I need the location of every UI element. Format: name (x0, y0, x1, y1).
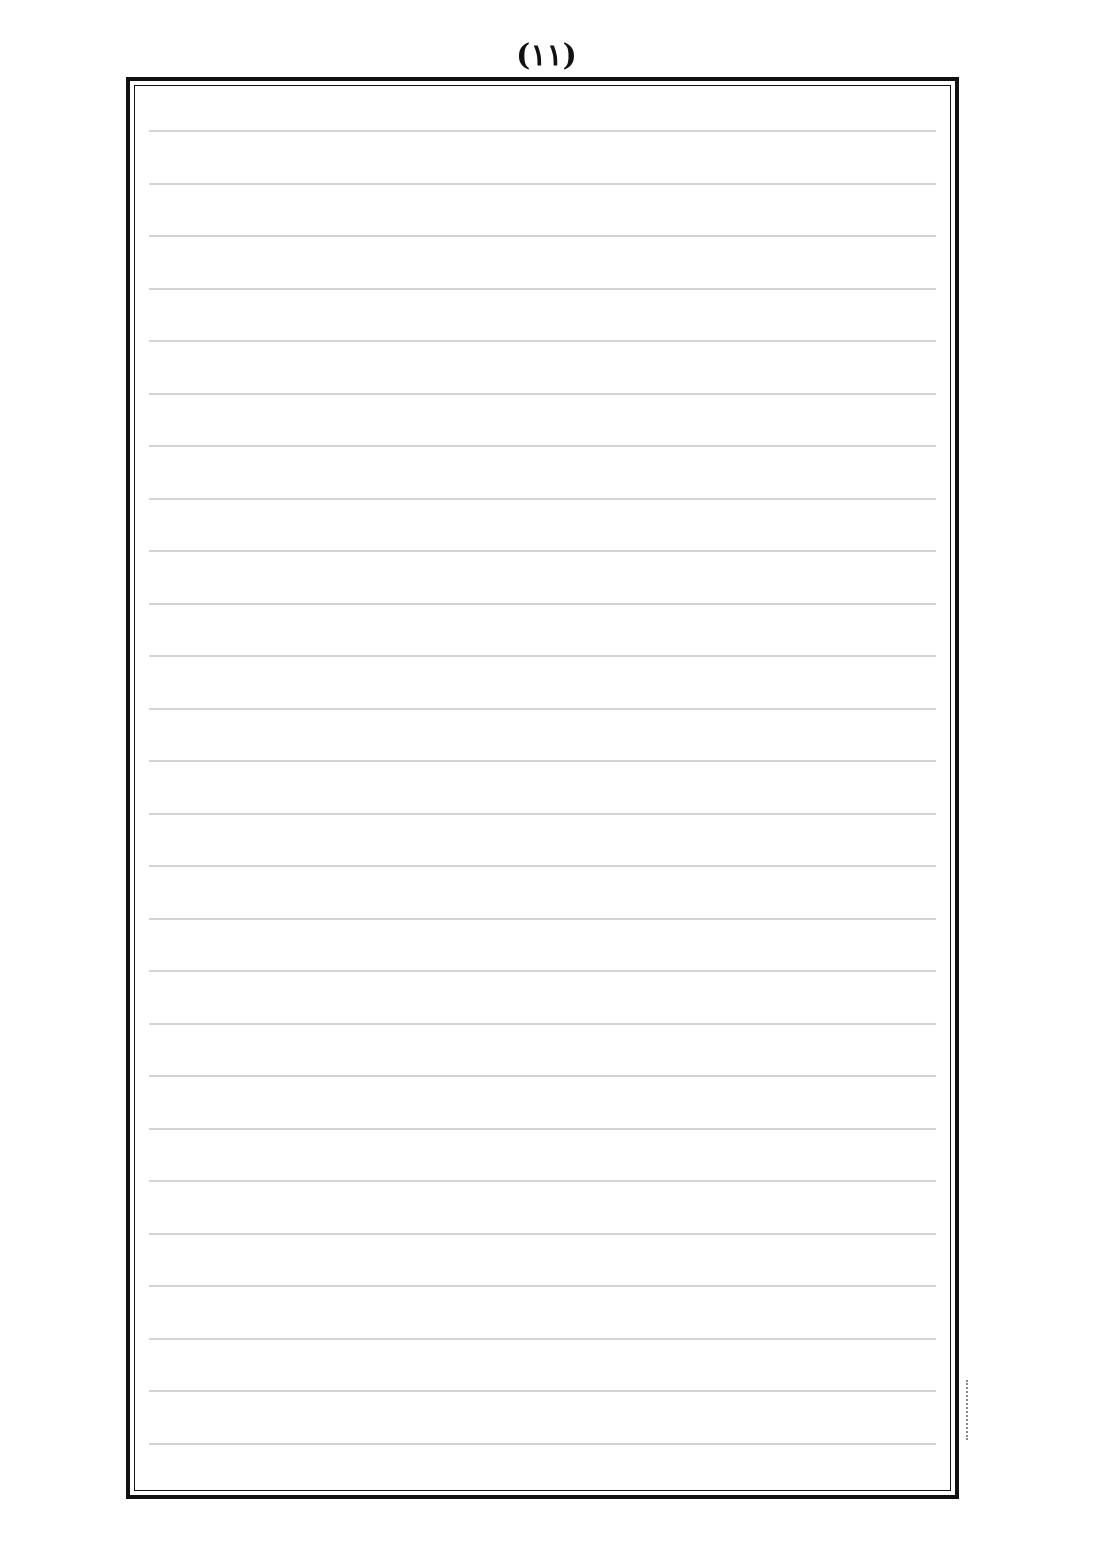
text-line-24 (149, 1306, 936, 1359)
text-line-9 (149, 518, 936, 571)
text-line-8 (149, 466, 936, 519)
text-line-13 (149, 728, 936, 781)
text-line-26 (149, 1411, 936, 1464)
page-border-inner (134, 85, 951, 1491)
text-line-4 (149, 256, 936, 309)
text-line-10 (149, 571, 936, 624)
text-line-21 (149, 1148, 936, 1201)
text-line-12 (149, 676, 936, 729)
text-line-17 (149, 938, 936, 991)
body-text (149, 98, 936, 1478)
text-line-6 (149, 361, 936, 414)
text-line-19 (149, 1043, 936, 1096)
text-line-22 (149, 1201, 936, 1254)
text-line-7 (149, 413, 936, 466)
text-line-2 (149, 151, 936, 204)
text-line-11 (149, 623, 936, 676)
text-line-25 (149, 1358, 936, 1411)
text-line-15 (149, 833, 936, 886)
text-line-5 (149, 308, 936, 361)
page-number: (۱۱) (516, 38, 577, 73)
text-line-16 (149, 886, 936, 939)
text-line-23 (149, 1253, 936, 1306)
page-border-outer (126, 77, 959, 1499)
text-line-1 (149, 98, 936, 151)
text-line-14 (149, 781, 936, 834)
text-line-20 (149, 1096, 936, 1149)
text-line-18 (149, 991, 936, 1044)
margin-scan-mark (966, 1380, 971, 1440)
text-line-3 (149, 203, 936, 256)
